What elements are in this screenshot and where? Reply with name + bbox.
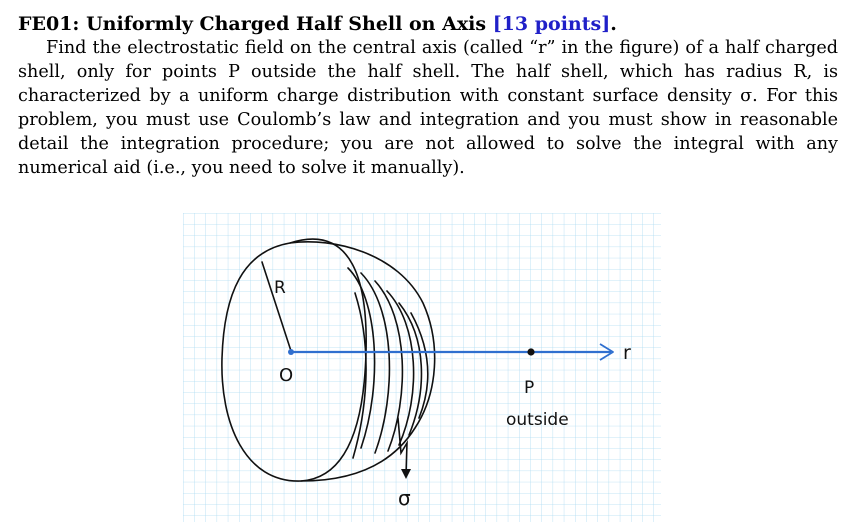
point-p-label: P	[524, 378, 535, 398]
problem-statement	[18, 12, 838, 180]
half-shell-figure	[183, 213, 661, 522]
origin-label: O	[279, 365, 294, 386]
point-p-dot	[527, 348, 534, 355]
problem-title: Uniformly Charged Half Shell on Axis	[86, 13, 487, 35]
sigma-label: σ	[398, 486, 411, 510]
problem-paragraph: Find the electrostatic field on the central axis (called “r” in the figure) of a half charged shell, only for points P outside the half shell. The half shell, which has radius R, is characterized by a uniform charge distribution with constant surface density σ. For this problem, you must use Coulomb’s law and integration and you must show in reasonable detail the integration procedure; you are not allowed to solve the integral with any numerical aid (i.e., you need to solve it manually).	[18, 38, 838, 178]
heading-period: .	[610, 13, 617, 35]
outside-label: outside	[506, 410, 569, 430]
problem-heading	[18, 12, 838, 36]
figure-canvas	[183, 213, 661, 522]
radius-label: R	[274, 278, 286, 298]
points-badge: [13 points]	[492, 13, 611, 35]
r-axis-label: r	[623, 342, 631, 364]
origin-dot	[288, 349, 294, 355]
problem-code: FE01:	[18, 13, 80, 35]
